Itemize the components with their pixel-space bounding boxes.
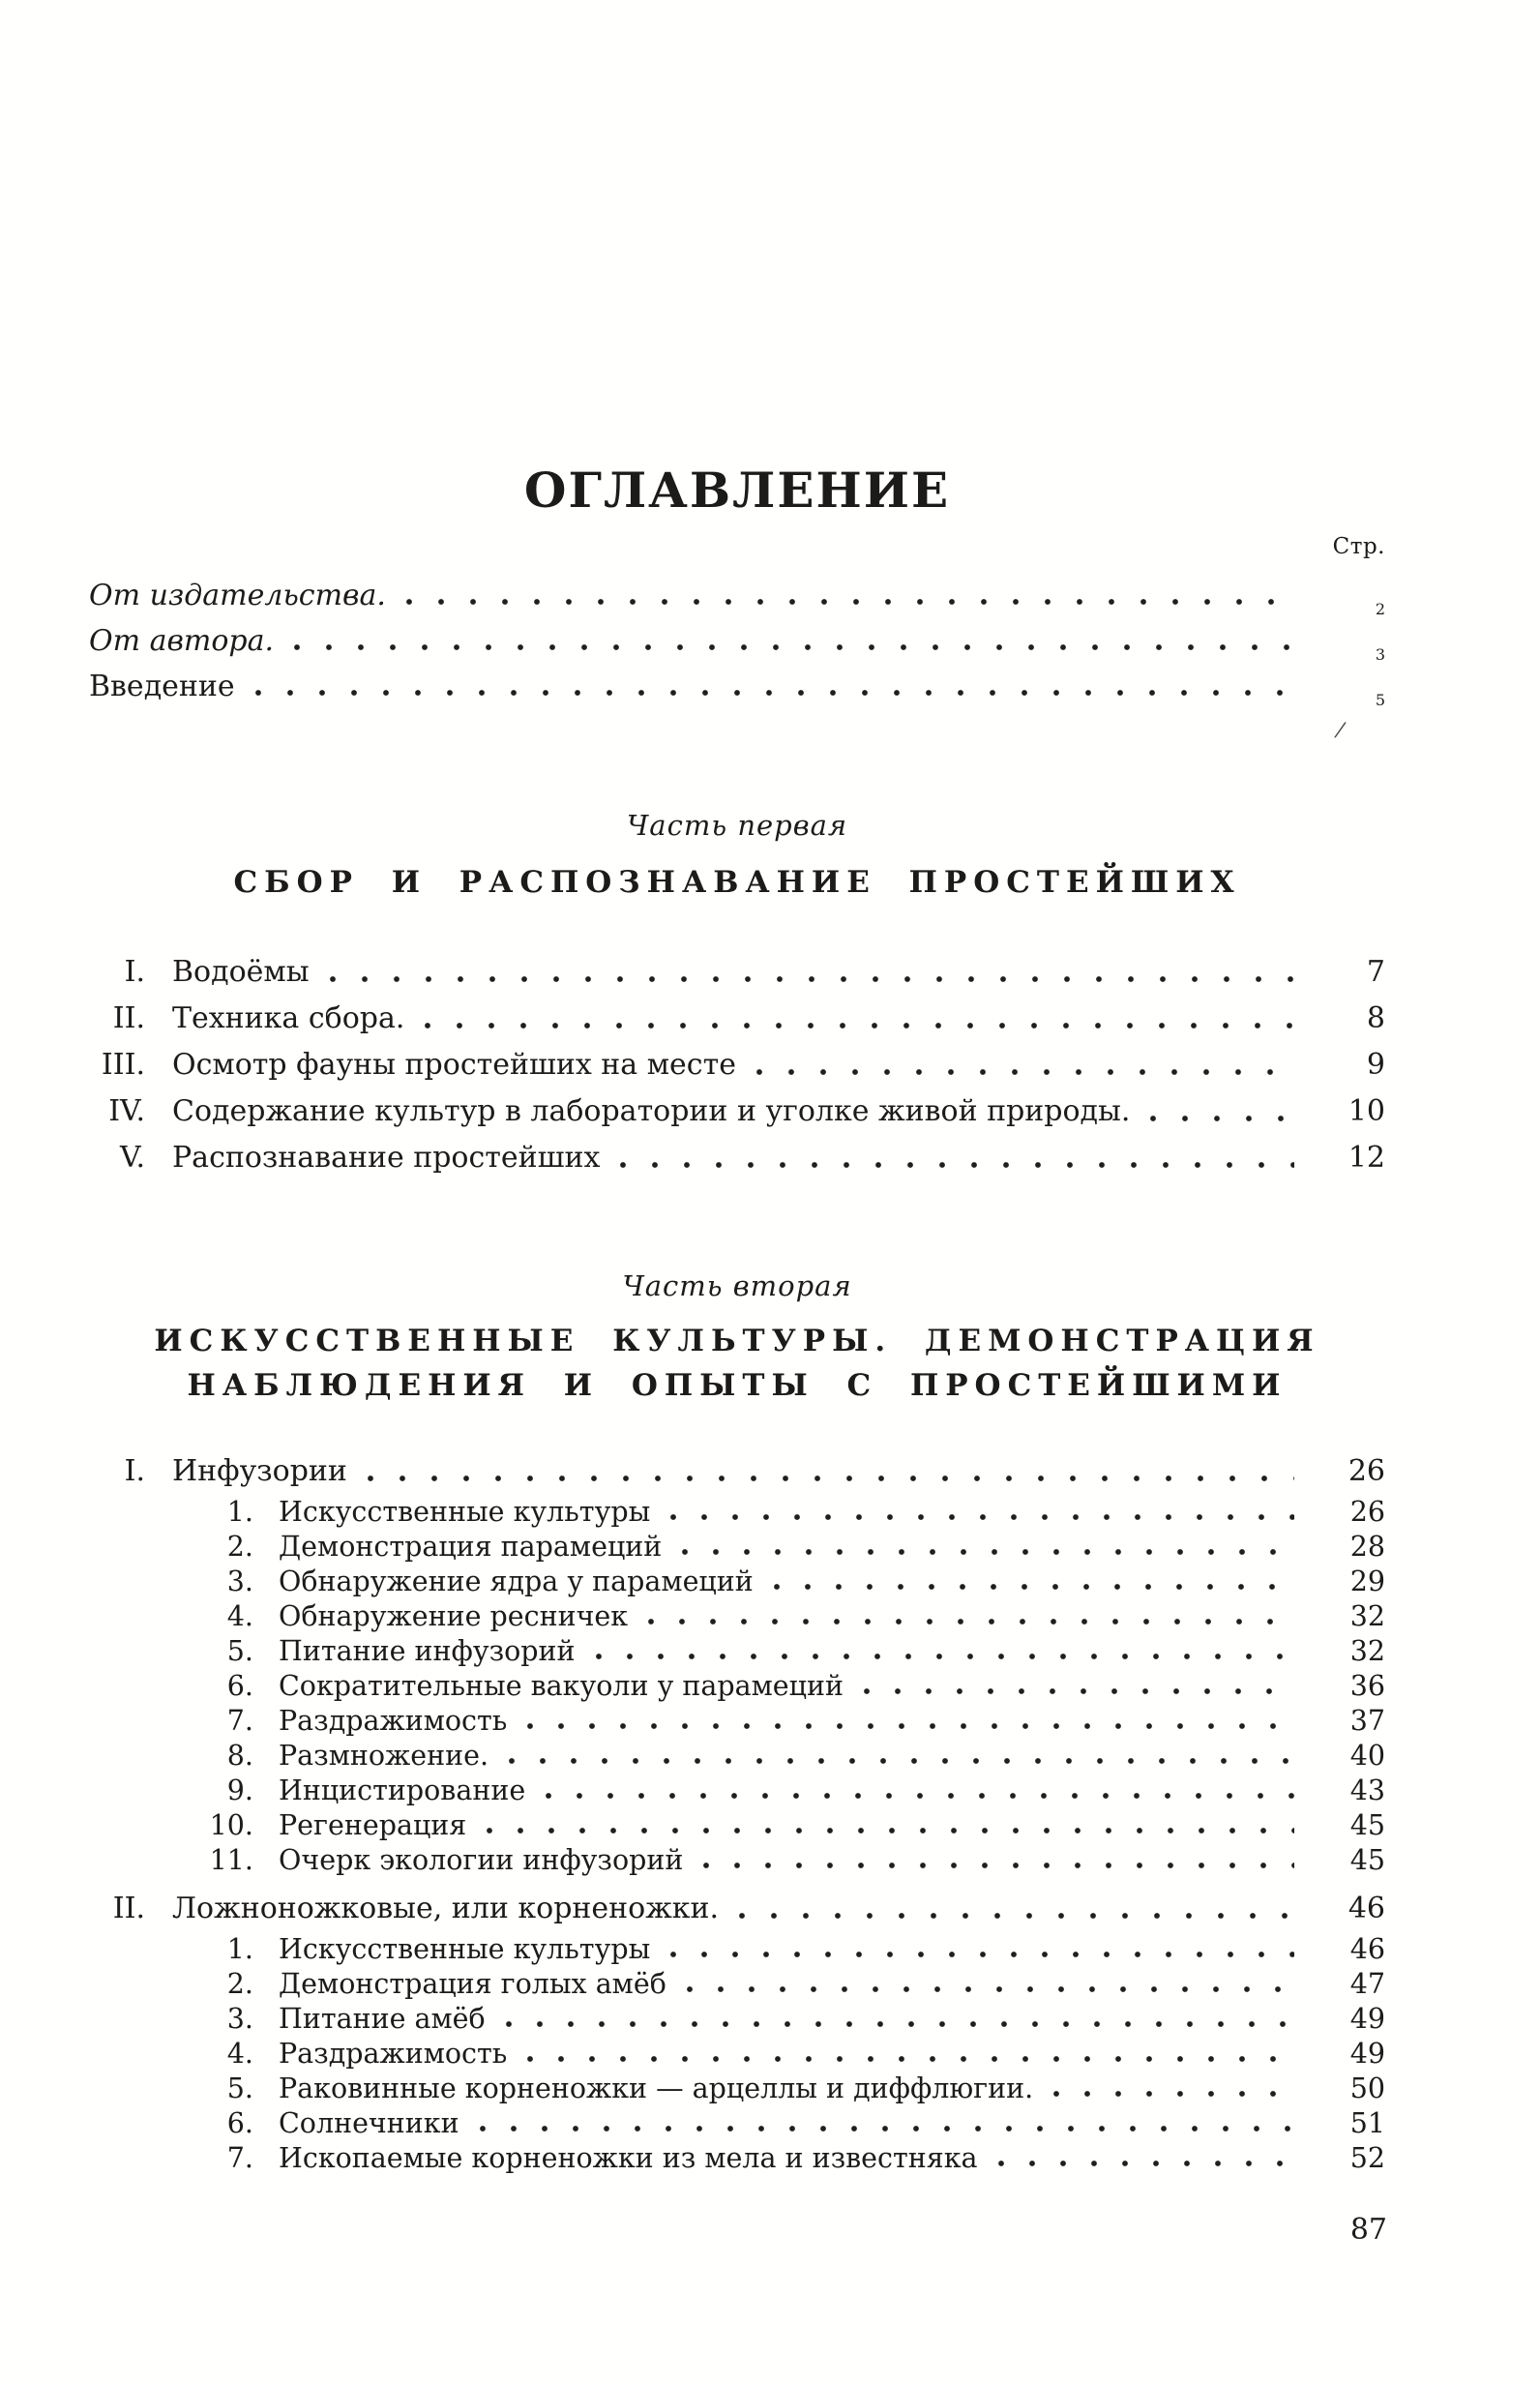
toc-row	[89, 2072, 1385, 2106]
dot-leader	[329, 974, 1294, 984]
toc-item-page: 49	[1349, 2003, 1385, 2035]
dot-leader	[526, 2054, 1294, 2064]
part-one-list	[89, 949, 1385, 1181]
toc-row	[89, 1669, 1385, 1704]
toc-item-page: 8	[1366, 1001, 1385, 1035]
toc-item-number: IV.	[108, 1094, 145, 1128]
toc-item-label: Ложноножковые, или корненожки.	[172, 1892, 720, 1925]
part-one-kicker: Часть первая	[626, 809, 848, 842]
toc-item-page: 51	[1349, 2107, 1385, 2139]
toc-row	[89, 664, 1385, 709]
toc-row	[89, 1704, 1385, 1739]
toc-item-number: 8.	[226, 1740, 253, 1772]
toc-item-number: 9.	[226, 1774, 253, 1806]
dot-leader	[293, 642, 1294, 652]
toc-item-page: 47	[1349, 1968, 1385, 2000]
toc-item-label: От издательства.	[89, 579, 386, 612]
toc-item-number: II.	[112, 1892, 145, 1925]
toc-item-number: 3.	[226, 2003, 253, 2035]
toc-row	[89, 1634, 1385, 1669]
toc-row	[89, 1530, 1385, 1565]
dot-leader	[254, 688, 1294, 698]
toc-item-number: 6.	[226, 1670, 253, 1702]
toc-item-number: 7.	[226, 2142, 253, 2174]
toc-item-label: Раковинные корненожки — арцеллы и диффлюгии.	[279, 2072, 1034, 2104]
toc-item-page: 46	[1348, 1892, 1385, 1925]
toc-row	[89, 1495, 1385, 1530]
dot-leader	[686, 1984, 1294, 1994]
toc-row	[89, 1774, 1385, 1808]
dot-leader	[595, 1652, 1294, 1661]
toc-section-row	[89, 1886, 1385, 1932]
toc-item-label: Демонстрация парамеций	[279, 1531, 663, 1563]
toc-row	[89, 996, 1385, 1042]
dot-leader	[508, 1756, 1294, 1766]
toc-item-number: I.	[124, 1454, 145, 1488]
dot-leader	[669, 1950, 1294, 1959]
toc-item-number: III.	[101, 1048, 145, 1082]
toc-item-number: 11.	[209, 1844, 253, 1876]
toc-item-page: 50	[1349, 2072, 1385, 2104]
dot-leader	[681, 1547, 1294, 1557]
toc-item-label: Техника сбора.	[172, 1001, 405, 1035]
toc-item-label: Осмотр фауны простейших на месте	[172, 1048, 736, 1082]
toc-item-page: 46	[1349, 1933, 1385, 1965]
toc-row	[89, 1739, 1385, 1774]
toc-item-number: 10.	[209, 1809, 253, 1841]
dot-leader	[424, 1021, 1294, 1030]
toc-item-page: 26	[1348, 1454, 1385, 1488]
page-title: ОГЛАВЛЕНИЕ	[523, 462, 951, 519]
toc-row	[89, 949, 1385, 996]
part-two-kicker: Часть вторая	[622, 1269, 852, 1302]
toc-item-page: 45	[1349, 1809, 1385, 1841]
toc-item-number: 4.	[226, 1600, 253, 1632]
toc-row	[89, 573, 1385, 618]
page-column-header: Стр.	[1332, 534, 1385, 559]
dot-leader	[773, 1582, 1294, 1592]
toc-item-label: От автора.	[89, 624, 275, 658]
toc-item-page: 37	[1349, 1705, 1385, 1737]
dot-leader	[738, 1911, 1294, 1921]
toc-item-page: 12	[1348, 1141, 1385, 1175]
toc-item-label: Содержание культур в лаборатории и уголке живой природы.	[172, 1094, 1131, 1128]
toc-row	[89, 1932, 1385, 1967]
toc-item-page: 10	[1348, 1094, 1385, 1128]
toc-row	[89, 1088, 1385, 1135]
dot-leader	[863, 1686, 1294, 1696]
toc-item-number: I.	[124, 955, 145, 989]
toc-item-page: 43	[1349, 1774, 1385, 1806]
toc-item-number: 6.	[226, 2107, 253, 2139]
dot-leader	[997, 2159, 1294, 2168]
toc-item-label: Очерк экологии инфузорий	[279, 1844, 684, 1876]
dot-leader	[1149, 1114, 1294, 1123]
dot-leader	[486, 1826, 1294, 1835]
toc-item-label: Регенерация	[279, 1809, 467, 1841]
toc-item-number: V.	[120, 1141, 145, 1175]
toc-item-page: 49	[1349, 2038, 1385, 2070]
toc-item-page: 5	[1375, 691, 1385, 709]
dot-leader	[526, 1721, 1294, 1731]
toc-item-label: Солнечники	[279, 2107, 459, 2139]
toc-row	[89, 1599, 1385, 1634]
toc-row	[89, 1042, 1385, 1088]
toc-item-number: 4.	[226, 2038, 253, 2070]
toc-item-label: Питание инфузорий	[279, 1635, 576, 1667]
dot-leader	[545, 1791, 1294, 1801]
toc-item-label: Обнаружение ядра у парамеций	[279, 1565, 754, 1597]
toc-row	[89, 1967, 1385, 2002]
toc-section-row	[89, 1448, 1385, 1495]
toc-item-page: 45	[1349, 1844, 1385, 1876]
toc-item-page: 9	[1366, 1048, 1385, 1082]
toc-item-label: Водоёмы	[172, 955, 310, 989]
toc-item-number: 2.	[226, 1531, 253, 1563]
toc-item-label: Введение	[89, 670, 235, 703]
part-two-list	[89, 1448, 1385, 2176]
toc-row	[89, 2141, 1385, 2176]
toc-item-number: 7.	[226, 1705, 253, 1737]
dot-leader	[367, 1474, 1294, 1483]
toc-item-page: 40	[1349, 1740, 1385, 1772]
toc-item-number: 1.	[226, 1496, 253, 1528]
toc-item-label: Инцистирование	[279, 1774, 526, 1806]
folio-page-number: 87	[1349, 2213, 1387, 2247]
dot-leader	[702, 1861, 1294, 1870]
front-matter-list	[89, 573, 1385, 709]
toc-item-number: 5.	[226, 1635, 253, 1667]
toc-item-label: Сократительные вакуоли у парамеций	[279, 1670, 844, 1702]
dot-leader	[619, 1160, 1294, 1170]
toc-row	[89, 2106, 1385, 2141]
toc-item-number: 2.	[226, 1968, 253, 2000]
scan-artifact: /	[1335, 717, 1346, 742]
toc-item-number: 1.	[226, 1933, 253, 1965]
part-two-heading	[89, 1319, 1385, 1408]
dot-leader	[405, 597, 1294, 607]
toc-row	[89, 1808, 1385, 1843]
toc-item-page: 29	[1349, 1565, 1385, 1597]
toc-item-label: Размножение.	[279, 1740, 489, 1772]
toc-row	[89, 1843, 1385, 1878]
part-two-heading-line1: ИСКУССТВЕННЫЕ КУЛЬТУРЫ. ДЕМОНСТРАЦИЯ	[154, 1324, 1320, 1358]
toc-item-number: II.	[112, 1001, 145, 1035]
dot-leader	[479, 2124, 1294, 2133]
dot-leader	[647, 1617, 1294, 1626]
toc-item-page: 32	[1349, 1635, 1385, 1667]
toc-item-page: 28	[1349, 1531, 1385, 1563]
dot-leader	[755, 1067, 1294, 1077]
toc-row	[89, 618, 1385, 664]
toc-item-label: Обнаружение ресничек	[279, 1600, 629, 1632]
part-two-heading-line2: НАБЛЮДЕНИЯ И ОПЫТЫ С ПРОСТЕЙШИМИ	[187, 1368, 1288, 1403]
dot-leader	[505, 2019, 1294, 2029]
toc-item-label: Искусственные культуры	[279, 1496, 651, 1528]
toc-item-label: Ископаемые корненожки из мела и известняка	[279, 2142, 978, 2174]
toc-item-label: Раздражимость	[279, 1705, 508, 1737]
toc-item-label: Распознавание простейших	[172, 1141, 601, 1175]
dot-leader	[1052, 2089, 1294, 2099]
part-one-heading: СБОР И РАСПОЗНАВАНИЕ ПРОСТЕЙШИХ	[233, 865, 1241, 900]
toc-item-page: 2	[1375, 600, 1385, 618]
toc-row	[89, 2037, 1385, 2072]
toc-item-label: Питание амёб	[279, 2003, 486, 2035]
toc-item-label: Демонстрация голых амёб	[279, 1968, 666, 2000]
dot-leader	[669, 1512, 1294, 1522]
toc-row	[89, 1135, 1385, 1181]
toc-row	[89, 1565, 1385, 1599]
toc-item-number: 3.	[226, 1565, 253, 1597]
toc-item-number: 5.	[226, 2072, 253, 2104]
toc-item-page: 26	[1349, 1496, 1385, 1528]
toc-row	[89, 2002, 1385, 2037]
toc-item-page: 7	[1366, 955, 1385, 989]
toc-item-page: 52	[1349, 2142, 1385, 2174]
toc-item-page: 36	[1349, 1670, 1385, 1702]
toc-item-label: Раздражимость	[279, 2038, 508, 2070]
toc-item-page: 32	[1349, 1600, 1385, 1632]
toc-item-label: Инфузории	[172, 1454, 347, 1488]
toc-item-page: 3	[1375, 645, 1385, 664]
toc-item-label: Искусственные культуры	[279, 1933, 651, 1965]
